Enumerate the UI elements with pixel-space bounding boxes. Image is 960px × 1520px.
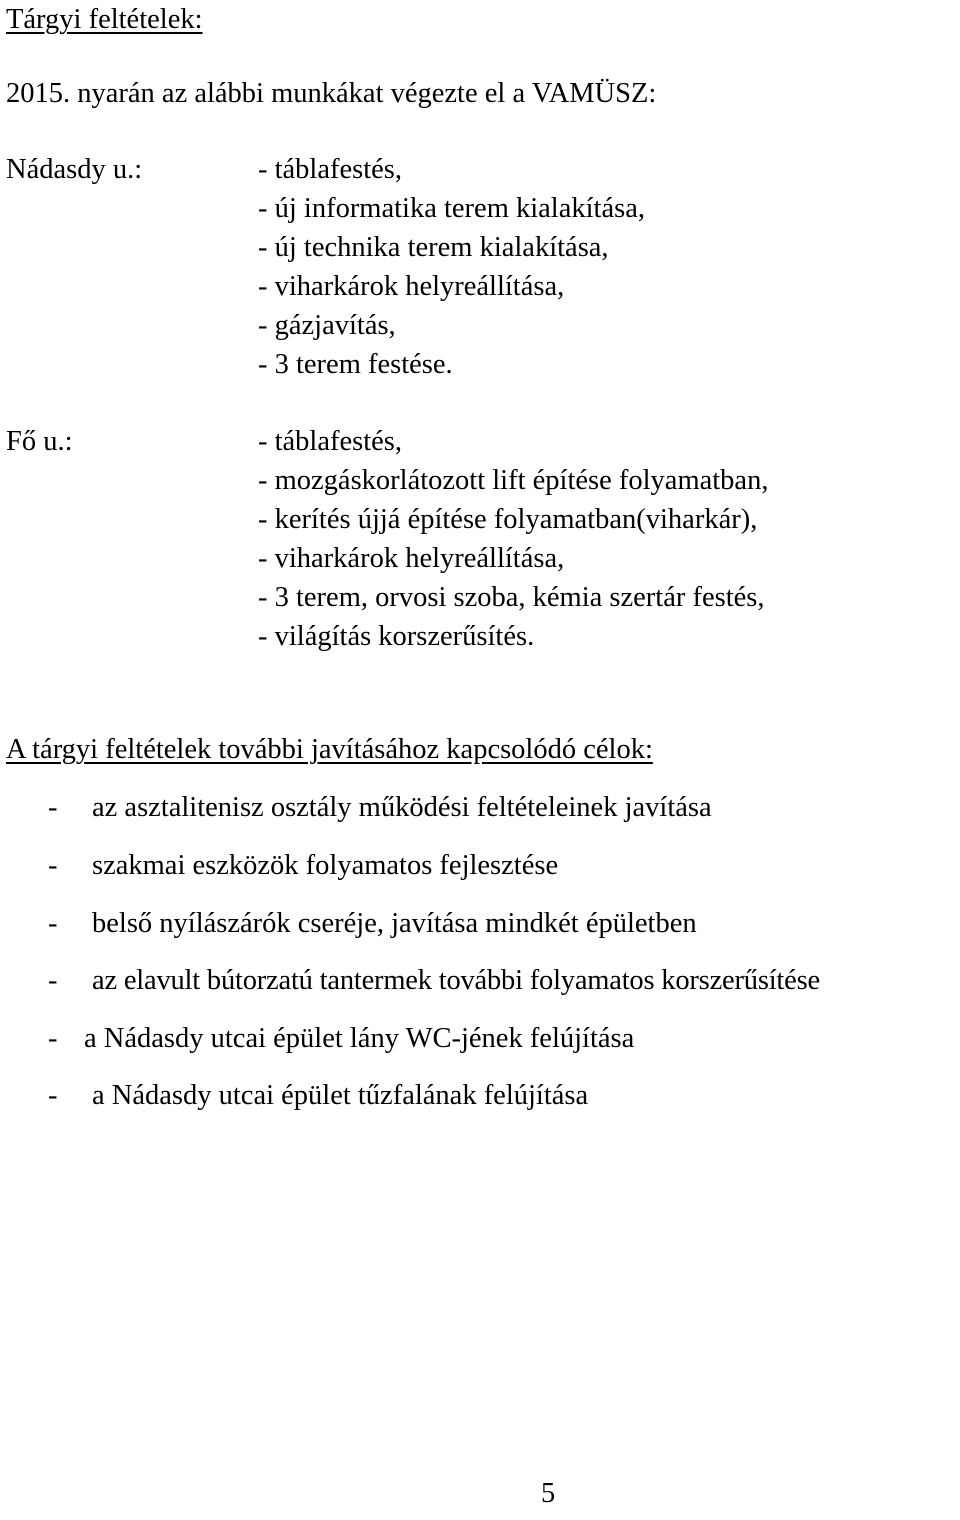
goal-dash: - — [48, 965, 58, 996]
site-label-fo: Fő u.: — [6, 426, 73, 457]
list-item: - új technika terem kialakítása, — [258, 232, 609, 263]
goal-item: a Nádasdy utcai épület tűzfalának felújítása — [92, 1080, 589, 1111]
list-item: - táblafestés, — [258, 154, 403, 185]
list-item: - gázjavítás, — [258, 310, 396, 341]
intro-text: 2015. nyarán az alábbi munkákat végezte el a VAMÜSZ: — [6, 78, 657, 109]
list-item: - új informatika terem kialakítása, — [258, 193, 645, 224]
list-item: - viharkárok helyreállítása, — [258, 543, 565, 574]
goal-dash: - — [48, 1023, 58, 1054]
list-item: - 3 terem, orvosi szoba, kémia szertár festés, — [258, 582, 765, 613]
goal-dash: - — [48, 908, 58, 939]
goal-item: a Nádasdy utcai épület lány WC-jének felújítása — [84, 1023, 635, 1054]
list-item: - mozgáskorlátozott lift építése folyamatban, — [258, 465, 769, 496]
list-item: - táblafestés, — [258, 426, 403, 457]
list-item: - világítás korszerűsítés. — [258, 621, 535, 652]
goal-item: szakmai eszközök folyamatos fejlesztése — [92, 850, 559, 881]
goal-item: belső nyílászárók cseréje, javítása mindkét épületben — [92, 908, 697, 939]
page-number: 5 — [541, 1478, 556, 1509]
site-label-nadasdy: Nádasdy u.: — [6, 154, 143, 185]
goal-dash: - — [48, 850, 58, 881]
goal-item: az asztalitenisz osztály működési feltételeinek javítása — [92, 792, 712, 823]
goal-dash: - — [48, 792, 58, 823]
goal-dash: - — [48, 1080, 58, 1111]
goal-item: az elavult bútorzatú tantermek további folyamatos korszerűsítése — [92, 965, 820, 996]
list-item: - 3 terem festése. — [258, 349, 453, 380]
list-item: - kerítés újjá építése folyamatban(viharkár), — [258, 504, 758, 535]
section-title: Tárgyi feltételek: — [6, 4, 203, 35]
list-item: - viharkárok helyreállítása, — [258, 271, 565, 302]
goals-title: A tárgyi feltételek további javításához kapcsolódó célok: — [6, 734, 653, 765]
